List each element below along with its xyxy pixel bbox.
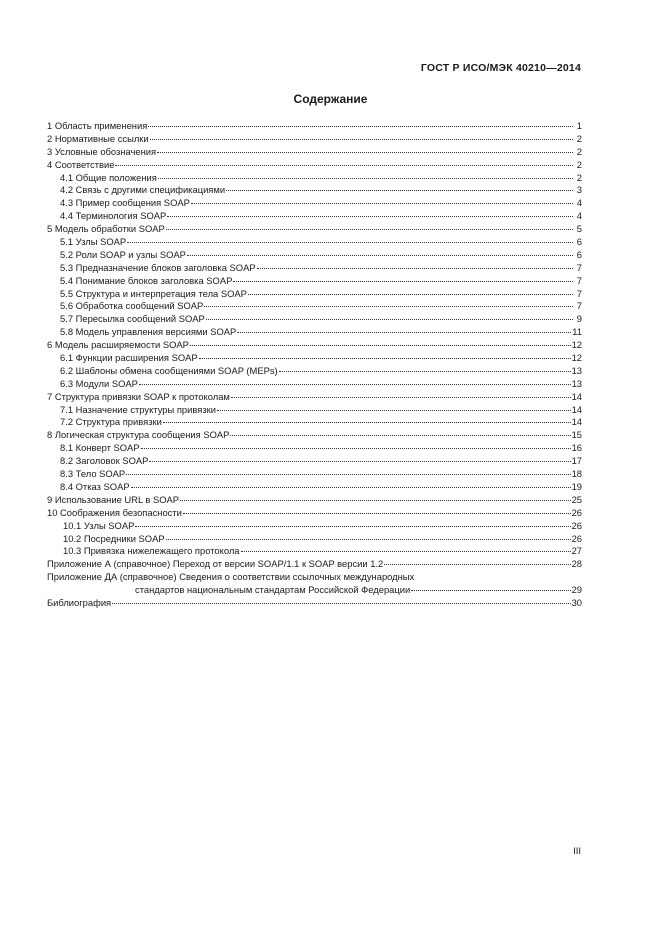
toc-leader-dots bbox=[233, 281, 573, 282]
toc-entry-label: 7 Структура привязки SOAP к протоколам bbox=[47, 390, 230, 402]
toc-entry[interactable] bbox=[47, 442, 582, 455]
document-standard-header: ГОСТ Р ИСО/МЭК 40210—2014 bbox=[420, 62, 581, 74]
toc-entry-label: 6.3 Модули SOAP bbox=[60, 377, 138, 389]
toc-leader-dots bbox=[230, 435, 570, 436]
toc-entry-label: 6.1 Функции расширения SOAP bbox=[60, 352, 198, 364]
toc-leader-dots bbox=[279, 371, 571, 372]
toc-entry-label: 5.5 Структура и интерпретация тела SOAP bbox=[60, 287, 247, 299]
toc-leader-dots bbox=[115, 165, 573, 166]
toc-entry-page: 12 bbox=[571, 352, 582, 364]
toc-entry-label: 2 Нормативные ссылки bbox=[47, 132, 149, 144]
toc-entry-page: 17 bbox=[571, 455, 582, 467]
toc-entry[interactable] bbox=[47, 313, 582, 326]
toc-entry-page: 7 bbox=[576, 274, 582, 286]
toc-entry-label: 4 Соответствие bbox=[47, 158, 115, 170]
toc-entry[interactable] bbox=[47, 468, 582, 481]
toc-entry-page: 4 bbox=[576, 197, 582, 209]
toc-entry-label: 10 Соображения безопасности bbox=[47, 506, 182, 518]
toc-leader-dots bbox=[190, 345, 571, 346]
toc-entry-page: 6 bbox=[576, 248, 582, 260]
toc-entry[interactable] bbox=[47, 262, 582, 275]
toc-entry-label: 5.4 Понимание блоков заголовка SOAP bbox=[60, 274, 233, 286]
toc-entry-page: 6 bbox=[576, 236, 582, 248]
toc-entry[interactable] bbox=[47, 597, 582, 610]
toc-entry[interactable] bbox=[47, 326, 582, 339]
toc-entry-page: 26 bbox=[571, 519, 582, 531]
toc-entry-page: 2 bbox=[576, 171, 582, 183]
toc-leader-dots bbox=[166, 539, 571, 540]
toc-leader-dots bbox=[157, 152, 573, 153]
toc-entry[interactable] bbox=[47, 120, 582, 133]
toc-entry[interactable] bbox=[47, 558, 582, 571]
toc-entry-label: 5.3 Предназначение блоков заголовка SOAP bbox=[60, 261, 256, 273]
page-number: III bbox=[573, 846, 581, 857]
toc-entry-page: 7 bbox=[576, 287, 582, 299]
toc-entry-label: 10.2 Посредники SOAP bbox=[63, 532, 165, 544]
page-title: Содержание bbox=[293, 92, 368, 106]
toc-entry-page: 13 bbox=[571, 377, 582, 389]
toc-entry-label: стандартов национальным стандартам Российской Федерации bbox=[135, 584, 411, 596]
toc-entry-label: 8 Логическая структура сообщения SOAP bbox=[47, 429, 230, 441]
toc-entry-label: 5.1 Узлы SOAP bbox=[60, 236, 127, 248]
toc-entry[interactable] bbox=[47, 584, 582, 597]
toc-entry-label: 3 Условные обозначения bbox=[47, 145, 157, 157]
toc-entry-page: 28 bbox=[571, 558, 582, 570]
toc-leader-dots bbox=[199, 358, 571, 359]
toc-entry[interactable] bbox=[47, 249, 582, 262]
toc-entry[interactable] bbox=[47, 223, 582, 236]
toc-leader-dots bbox=[127, 242, 573, 243]
toc-entry-label: 8.4 Отказ SOAP bbox=[60, 480, 130, 492]
toc-entry-label: 10.1 Узлы SOAP bbox=[63, 519, 135, 531]
toc-leader-dots bbox=[384, 564, 570, 565]
toc-leader-dots bbox=[204, 306, 573, 307]
toc-entry-label: 7.1 Назначение структуры привязки bbox=[60, 403, 216, 415]
toc-entry-page: 12 bbox=[571, 339, 582, 351]
toc-entry-page: 4 bbox=[576, 210, 582, 222]
toc-entry-page: 29 bbox=[571, 584, 582, 596]
toc-entry[interactable] bbox=[47, 455, 582, 468]
toc-entry[interactable] bbox=[47, 365, 582, 378]
toc-entry-page: 26 bbox=[571, 506, 582, 518]
toc-leader-dots bbox=[158, 178, 573, 179]
toc-entry[interactable] bbox=[47, 429, 582, 442]
toc-entry-page: 14 bbox=[571, 416, 582, 428]
toc-entry-label: 4.3 Пример сообщения SOAP bbox=[60, 197, 190, 209]
toc-leader-dots bbox=[150, 139, 573, 140]
toc-entry-label: 5.6 Обработка сообщений SOAP bbox=[60, 300, 204, 312]
toc-leader-dots bbox=[241, 551, 571, 552]
toc-entry-page: 19 bbox=[571, 480, 582, 492]
toc-entry[interactable] bbox=[47, 378, 582, 391]
toc-entry[interactable] bbox=[47, 210, 582, 223]
toc-entry-label: 5.2 Роли SOAP и узлы SOAP bbox=[60, 248, 186, 260]
toc-entry-page: 7 bbox=[576, 300, 582, 312]
toc-entry[interactable] bbox=[47, 352, 582, 365]
toc-entry-label: 4.1 Общие положения bbox=[60, 171, 157, 183]
toc-entry-page: 26 bbox=[571, 532, 582, 544]
toc-entry[interactable] bbox=[47, 172, 582, 185]
table-of-contents bbox=[47, 120, 582, 610]
toc-leader-dots bbox=[149, 461, 570, 462]
toc-entry-page: 16 bbox=[571, 442, 582, 454]
toc-entry[interactable] bbox=[47, 288, 582, 301]
toc-entry-label: Приложение ДА (справочное) Сведения о соответствии ссылочных международных bbox=[47, 571, 415, 583]
toc-leader-dots bbox=[139, 384, 571, 385]
toc-entry[interactable] bbox=[47, 404, 582, 417]
toc-leader-dots bbox=[126, 474, 570, 475]
toc-entry-page: 30 bbox=[571, 596, 582, 608]
toc-entry-page: 2 bbox=[576, 158, 582, 170]
toc-leader-dots bbox=[191, 203, 573, 204]
toc-entry-label: 10.3 Привязка нижележащего протокола bbox=[63, 545, 240, 557]
toc-entry-page: 1 bbox=[576, 120, 582, 131]
toc-leader-dots bbox=[148, 126, 573, 127]
toc-entry-page: 11 bbox=[572, 326, 582, 338]
toc-entry-label: Приложение А (справочное) Переход от версии SOAP/1.1 к SOAP версии 1.2 bbox=[47, 558, 384, 570]
toc-entry-page: 2 bbox=[576, 132, 582, 144]
toc-leader-dots bbox=[206, 319, 573, 320]
toc-leader-dots bbox=[217, 410, 571, 411]
toc-entry-label: 4.2 Связь с другими спецификациями bbox=[60, 184, 226, 196]
toc-entry[interactable] bbox=[47, 339, 582, 352]
toc-leader-dots bbox=[257, 268, 573, 269]
toc-entry-label: 5 Модель обработки SOAP bbox=[47, 223, 165, 235]
toc-entry-page: 5 bbox=[576, 223, 582, 235]
toc-entry-page: 13 bbox=[571, 364, 582, 376]
toc-entry-label: 8.2 Заголовок SOAP bbox=[60, 455, 149, 467]
toc-entry-label: 6 Модель расширяемости SOAP bbox=[47, 339, 189, 351]
toc-leader-dots bbox=[231, 397, 571, 398]
toc-entry[interactable] bbox=[47, 494, 582, 507]
toc-entry[interactable] bbox=[47, 416, 582, 429]
toc-entry[interactable] bbox=[47, 275, 582, 288]
toc-entry-label: 1 Область применения bbox=[47, 120, 148, 131]
toc-leader-dots bbox=[180, 500, 571, 501]
toc-leader-dots bbox=[166, 229, 573, 230]
toc-entry[interactable] bbox=[47, 159, 582, 172]
toc-leader-dots bbox=[112, 603, 570, 604]
toc-entry-label: 5.7 Пересылка сообщений SOAP bbox=[60, 313, 205, 325]
toc-leader-dots bbox=[167, 216, 573, 217]
toc-leader-dots bbox=[411, 590, 570, 591]
toc-entry-page: 18 bbox=[571, 468, 582, 480]
toc-entry-page: 14 bbox=[571, 390, 582, 402]
toc-entry[interactable] bbox=[47, 184, 582, 197]
toc-entry-label: 8.3 Тело SOAP bbox=[60, 468, 126, 480]
toc-entry[interactable] bbox=[47, 146, 582, 159]
toc-entry[interactable] bbox=[47, 545, 582, 558]
toc-entry[interactable] bbox=[47, 197, 582, 210]
toc-leader-dots bbox=[226, 190, 573, 191]
toc-entry-label: 9 Использование URL в SOAP bbox=[47, 493, 180, 505]
toc-entry-label: Библиография bbox=[47, 596, 112, 608]
toc-entry-label: 5.8 Модель управления версиями SOAP bbox=[60, 326, 237, 338]
toc-entry[interactable] bbox=[47, 533, 582, 546]
toc-leader-dots bbox=[248, 294, 573, 295]
toc-entry-page: 15 bbox=[571, 429, 582, 441]
toc-entry-page: 25 bbox=[571, 493, 582, 505]
toc-leader-dots bbox=[183, 513, 571, 514]
toc-leader-dots bbox=[135, 526, 570, 527]
toc-entry[interactable] bbox=[47, 236, 582, 249]
toc-entry-page: 14 bbox=[571, 403, 582, 415]
toc-leader-dots bbox=[187, 255, 573, 256]
toc-entry[interactable] bbox=[47, 571, 582, 584]
toc-leader-dots bbox=[131, 487, 571, 488]
toc-leader-dots bbox=[237, 332, 571, 333]
toc-entry[interactable] bbox=[47, 481, 582, 494]
toc-entry[interactable] bbox=[47, 391, 582, 404]
toc-entry-page: 27 bbox=[571, 545, 582, 557]
toc-entry[interactable] bbox=[47, 300, 582, 313]
toc-entry-label: 8.1 Конверт SOAP bbox=[60, 442, 140, 454]
toc-entry-label: 7.2 Структура привязки bbox=[60, 416, 162, 428]
toc-entry[interactable] bbox=[47, 507, 582, 520]
toc-leader-dots bbox=[163, 422, 571, 423]
toc-entry-label: 6.2 Шаблоны обмена сообщениями SOAP (MEPs) bbox=[60, 364, 278, 376]
toc-entry-label: 4.4 Терминология SOAP bbox=[60, 210, 167, 222]
toc-entry[interactable] bbox=[47, 133, 582, 146]
toc-leader-dots bbox=[141, 448, 571, 449]
toc-entry-page: 7 bbox=[576, 261, 582, 273]
toc-entry-page: 3 bbox=[576, 184, 582, 196]
toc-entry-page: 2 bbox=[576, 145, 582, 157]
toc-entry-page: 9 bbox=[576, 313, 582, 325]
toc-entry[interactable] bbox=[47, 520, 582, 533]
